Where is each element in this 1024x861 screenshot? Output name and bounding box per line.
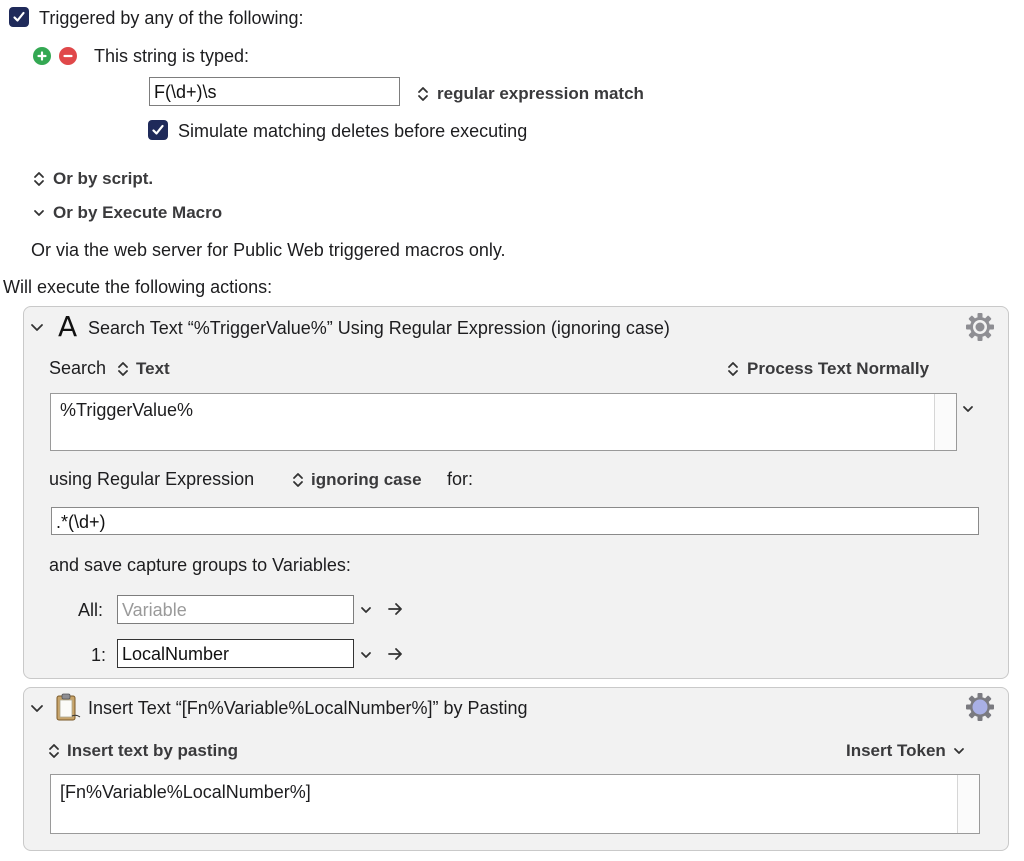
search-text-area[interactable] (50, 393, 957, 451)
up-down-chevron-icon (417, 85, 429, 103)
insert-action-title: Insert Text “[Fn%Variable%LocalNumber%]” by Pasting (88, 698, 528, 718)
minus-icon (63, 51, 73, 61)
insert-text-value: [Fn%Variable%LocalNumber%] (60, 782, 311, 802)
insert-token-label: Insert Token (846, 741, 946, 760)
all-variable-input[interactable]: Variable (117, 595, 354, 624)
regex-input[interactable]: .*(\d+) (51, 507, 979, 535)
gear-icon (964, 311, 996, 343)
all-label: All: (78, 600, 104, 620)
chevron-down-icon (961, 400, 975, 418)
chevron-down-icon (33, 204, 45, 222)
or-by-script-toggle[interactable] (33, 168, 153, 190)
gear-icon (964, 691, 996, 723)
all-variable-menu-button[interactable] (359, 601, 373, 624)
clipboard-icon (54, 692, 82, 727)
triggered-by-checkbox[interactable] (9, 7, 29, 27)
plus-icon (37, 51, 47, 61)
up-down-chevron-icon (117, 360, 129, 378)
actions-header: Will execute the following actions: (3, 277, 273, 297)
save-groups-label: and save capture groups to Variables: (49, 555, 351, 575)
typed-string-label: This string is typed: (94, 46, 250, 66)
typed-string-input[interactable]: F(\d+)\s (149, 77, 400, 106)
case-mode-popup[interactable] (292, 469, 422, 491)
chevron-down-icon (359, 601, 373, 619)
collapse-insert-action-button[interactable] (30, 699, 44, 722)
up-down-chevron-icon (48, 742, 60, 760)
search-label: Search (49, 358, 107, 378)
group1-variable-input[interactable]: LocalNumber (117, 639, 354, 668)
simulate-deletes-label: Simulate matching deletes before executing (178, 121, 528, 141)
match-mode-label: regular expression match (437, 84, 644, 103)
or-by-execute-macro-toggle[interactable] (33, 202, 222, 224)
search-text-scrollbar[interactable] (934, 394, 956, 450)
group1-label: 1: (91, 645, 107, 665)
process-text-label: Process Text Normally (747, 359, 930, 378)
match-mode-popup[interactable] (417, 83, 644, 105)
triggered-by-label: Triggered by any of the following: (39, 8, 304, 28)
search-text-action-icon: A (58, 310, 78, 343)
insert-token-menu[interactable] (846, 740, 966, 762)
search-action-title: Search Text “%TriggerValue%” Using Regular Expression (ignoring case) (88, 318, 670, 338)
search-action-gear-button[interactable] (964, 311, 996, 348)
add-trigger-button[interactable] (33, 47, 51, 65)
chevron-down-icon (952, 742, 966, 760)
up-down-chevron-icon (292, 471, 304, 489)
using-regex-label: using Regular Expression (49, 469, 255, 489)
case-mode-label: ignoring case (311, 470, 422, 489)
search-text-menu-button[interactable] (961, 400, 975, 423)
all-variable-go-button[interactable] (386, 600, 404, 623)
checkmark-icon (12, 10, 26, 24)
simulate-deletes-checkbox[interactable] (148, 120, 168, 140)
up-down-chevron-icon (727, 360, 739, 378)
chevron-down-icon (30, 318, 44, 336)
insert-action-gear-button[interactable] (964, 691, 996, 728)
group1-variable-go-button[interactable] (386, 645, 404, 668)
arrow-right-icon (386, 600, 404, 618)
search-source-label: Text (136, 359, 170, 378)
remove-trigger-button[interactable] (59, 47, 77, 65)
insert-mode-popup[interactable] (48, 740, 238, 762)
or-by-script-label: Or by script. (53, 169, 154, 188)
collapse-search-action-button[interactable] (30, 318, 44, 341)
process-text-popup[interactable] (727, 358, 929, 380)
insert-mode-label: Insert text by pasting (67, 741, 238, 760)
up-down-chevron-icon (33, 170, 45, 188)
group1-variable-menu-button[interactable] (359, 646, 373, 669)
insert-text-scrollbar[interactable] (957, 775, 979, 833)
for-label: for: (447, 469, 474, 489)
chevron-down-icon (359, 646, 373, 664)
insert-text-area[interactable] (50, 774, 980, 834)
arrow-right-icon (386, 645, 404, 663)
checkmark-icon (151, 123, 165, 137)
chevron-down-icon (30, 699, 44, 717)
web-server-note: Or via the web server for Public Web triggered macros only. (31, 240, 506, 260)
or-by-execute-macro-label: Or by Execute Macro (53, 203, 223, 222)
search-source-popup[interactable] (117, 358, 170, 380)
search-text-value: %TriggerValue% (60, 400, 194, 420)
